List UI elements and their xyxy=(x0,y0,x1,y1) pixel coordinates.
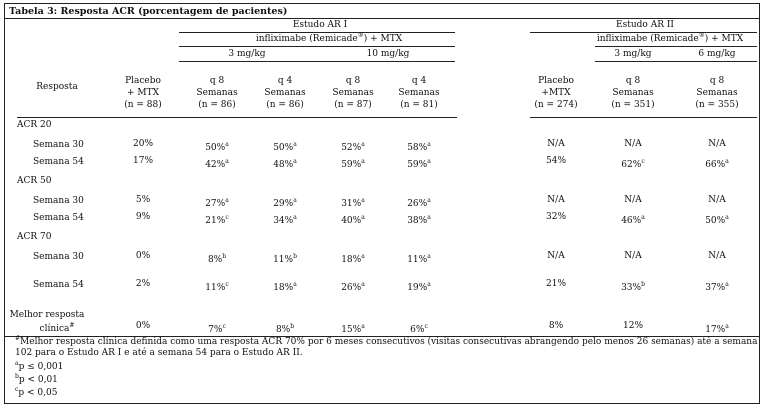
col-header-5-line3: (n = 81) xyxy=(400,100,438,110)
table-cell: 66%$^a$ xyxy=(705,158,729,170)
col-header-7-line1: q 8 xyxy=(625,76,641,86)
drug-header-ar2: infliximabe (Remicade®) + MTX xyxy=(596,32,744,44)
dose-6-ar2: 6 mg/kg xyxy=(698,49,736,59)
table-cell: 27%$^a$ xyxy=(205,197,229,209)
col-header-1-line1: Placebo xyxy=(125,76,161,86)
col-header-6-line3: (n = 274) xyxy=(534,100,578,110)
table-cell: 18%$^a$ xyxy=(273,281,297,293)
table-cell: 19%$^a$ xyxy=(407,281,431,293)
table-cell: 20% xyxy=(132,139,154,149)
header-rule-right xyxy=(530,117,757,118)
col-header-3-line3: (n = 86) xyxy=(266,100,304,110)
table-cell: 0% xyxy=(135,251,151,261)
footnote-definition: #Melhor resposta clínica definida como uma resposta ACR 70% por 6 meses consecutivos (visitas consecutivas abrangendo pelo menos 26 semanas) até a semana xyxy=(15,335,758,347)
table-cell: 7%$^c$ xyxy=(208,323,226,335)
table-cell: 46%$^a$ xyxy=(621,214,645,226)
table-cell: N/A xyxy=(708,139,726,149)
col-header-5-line1: q 4 xyxy=(411,76,427,86)
table-cell: 31%$^a$ xyxy=(341,197,365,209)
table-cell: 29%$^a$ xyxy=(273,197,297,209)
table-cell: 58%$^a$ xyxy=(407,141,431,153)
study-ar1-header: Estudo AR I xyxy=(292,20,348,30)
drug-header-ar1: infliximabe (Remicade®) + MTX xyxy=(255,32,403,44)
table-cell: N/A xyxy=(708,195,726,205)
best-response-label-line2: clínica# xyxy=(39,322,75,334)
table-cell: 33%$^b$ xyxy=(621,281,645,293)
col-header-8-line1: q 8 xyxy=(709,76,725,86)
drug-rule-ar2 xyxy=(595,46,757,47)
table-cell: N/A xyxy=(547,139,565,149)
table-cell: 40%$^a$ xyxy=(341,214,365,226)
row-label-r4: Semana 54 xyxy=(33,213,84,223)
table-cell: 17% xyxy=(132,156,154,166)
row-label-r5: Semana 30 xyxy=(33,252,84,262)
col-header-2-line3: (n = 86) xyxy=(198,100,236,110)
table-cell: N/A xyxy=(624,139,642,149)
table-cell: 42%$^a$ xyxy=(205,158,229,170)
table-cell: 17%$^a$ xyxy=(705,323,729,335)
col-header-4-line1: q 8 xyxy=(345,76,361,86)
table-cell: N/A xyxy=(547,195,565,205)
table-cell: 38%$^a$ xyxy=(407,214,431,226)
table-cell: 12% xyxy=(622,321,644,331)
table-cell: 50%$^a$ xyxy=(273,141,297,153)
study-ar2-rule xyxy=(530,32,757,33)
table-cell: 9% xyxy=(135,212,151,222)
dose-3-ar2: 3 mg/kg xyxy=(614,49,652,59)
row-label-r1: Semana 30 xyxy=(33,140,84,150)
table-cell: 18%$^a$ xyxy=(341,253,365,265)
col-header-4-line3: (n = 87) xyxy=(334,100,372,110)
dose-rule-ar1 xyxy=(179,61,455,62)
col-header-6-line2: +MTX xyxy=(541,88,571,98)
header-rule-left xyxy=(17,117,457,118)
row-label-r6: Semana 54 xyxy=(33,280,84,290)
table-cell: 50%$^a$ xyxy=(205,141,229,153)
table-cell: 54% xyxy=(545,156,567,166)
col-header-response: Resposta xyxy=(36,82,78,92)
table-cell: 26%$^a$ xyxy=(407,197,431,209)
table-cell: 11%$^c$ xyxy=(205,281,229,293)
table-cell: N/A xyxy=(624,195,642,205)
col-header-8-line3: (n = 355) xyxy=(695,100,739,110)
col-header-2-line2: Semanas xyxy=(196,88,238,98)
drug-rule-ar1 xyxy=(179,46,455,47)
col-header-8-line2: Semanas xyxy=(696,88,738,98)
table-cell: N/A xyxy=(624,251,642,261)
study-ar1-rule xyxy=(179,32,455,33)
footnote-a: $^a$p ≤ 0,001 xyxy=(15,360,64,372)
dose-3-ar1: 3 mg/kg xyxy=(228,49,266,59)
table-cell: 15%$^a$ xyxy=(341,323,365,335)
table-cell: 8% xyxy=(548,321,564,331)
col-header-6-line1: Placebo xyxy=(538,76,574,86)
table-cell: 8%$^b$ xyxy=(275,323,295,335)
title-divider xyxy=(5,18,759,19)
table-cell: 59%$^a$ xyxy=(341,158,365,170)
table-cell: 6%$^c$ xyxy=(410,323,428,335)
table-cell: 5% xyxy=(135,195,151,205)
section-acr70: ACR 70 xyxy=(17,232,52,242)
section-acr20: ACR 20 xyxy=(17,120,52,130)
col-header-5-line2: Semanas xyxy=(398,88,440,98)
dose-rule-ar2 xyxy=(595,61,757,62)
section-acr50: ACR 50 xyxy=(17,176,52,186)
col-header-7-line2: Semanas xyxy=(612,88,654,98)
row-label-r2: Semana 54 xyxy=(33,157,84,167)
table-cell: 21%$^c$ xyxy=(205,214,229,226)
table-cell: 21% xyxy=(545,279,567,289)
table-cell: 48%$^a$ xyxy=(273,158,297,170)
table-title: Tabela 3: Resposta ACR (porcentagem de pacientes) xyxy=(9,6,288,17)
col-header-1-line2: + MTX xyxy=(126,88,160,98)
col-header-2-line1: q 8 xyxy=(209,76,225,86)
table-cell: 32% xyxy=(545,212,567,222)
table-cell: N/A xyxy=(547,251,565,261)
best-response-label-line1: Melhor resposta xyxy=(9,310,85,320)
table-cell: 52%$^a$ xyxy=(341,141,365,153)
row-label-r3: Semana 30 xyxy=(33,196,84,206)
study-ar2-header: Estudo AR II xyxy=(616,20,674,30)
table-cell: 26%$^a$ xyxy=(341,281,365,293)
col-header-3-line2: Semanas xyxy=(264,88,306,98)
table-cell: 50%$^a$ xyxy=(705,214,729,226)
table-cell: N/A xyxy=(708,251,726,261)
footnote-definition-cont: 102 para o Estudo AR I e até a semana 54 para o Estudo AR II. xyxy=(15,348,303,358)
table-cell: 2% xyxy=(135,279,151,289)
table-frame xyxy=(4,3,760,404)
table-cell: 37%$^a$ xyxy=(705,281,729,293)
col-header-3-line1: q 4 xyxy=(277,76,293,86)
table-cell: 11%$^b$ xyxy=(273,253,297,265)
table-cell: 0% xyxy=(135,321,151,331)
footnote-c: $^c$p < 0,05 xyxy=(15,386,58,398)
table-cell: 8%$^b$ xyxy=(207,253,227,265)
table-cell: 62%$^c$ xyxy=(621,158,645,170)
col-header-7-line3: (n = 351) xyxy=(611,100,655,110)
table-cell: 11%$^a$ xyxy=(407,253,431,265)
footnote-b: $^b$p < 0,01 xyxy=(15,373,58,385)
table-cell: 59%$^a$ xyxy=(407,158,431,170)
table-cell: 34%$^a$ xyxy=(273,214,297,226)
col-header-1-line3: (n = 88) xyxy=(124,100,162,110)
col-header-4-line2: Semanas xyxy=(332,88,374,98)
dose-10-ar1: 10 mg/kg xyxy=(366,49,410,59)
